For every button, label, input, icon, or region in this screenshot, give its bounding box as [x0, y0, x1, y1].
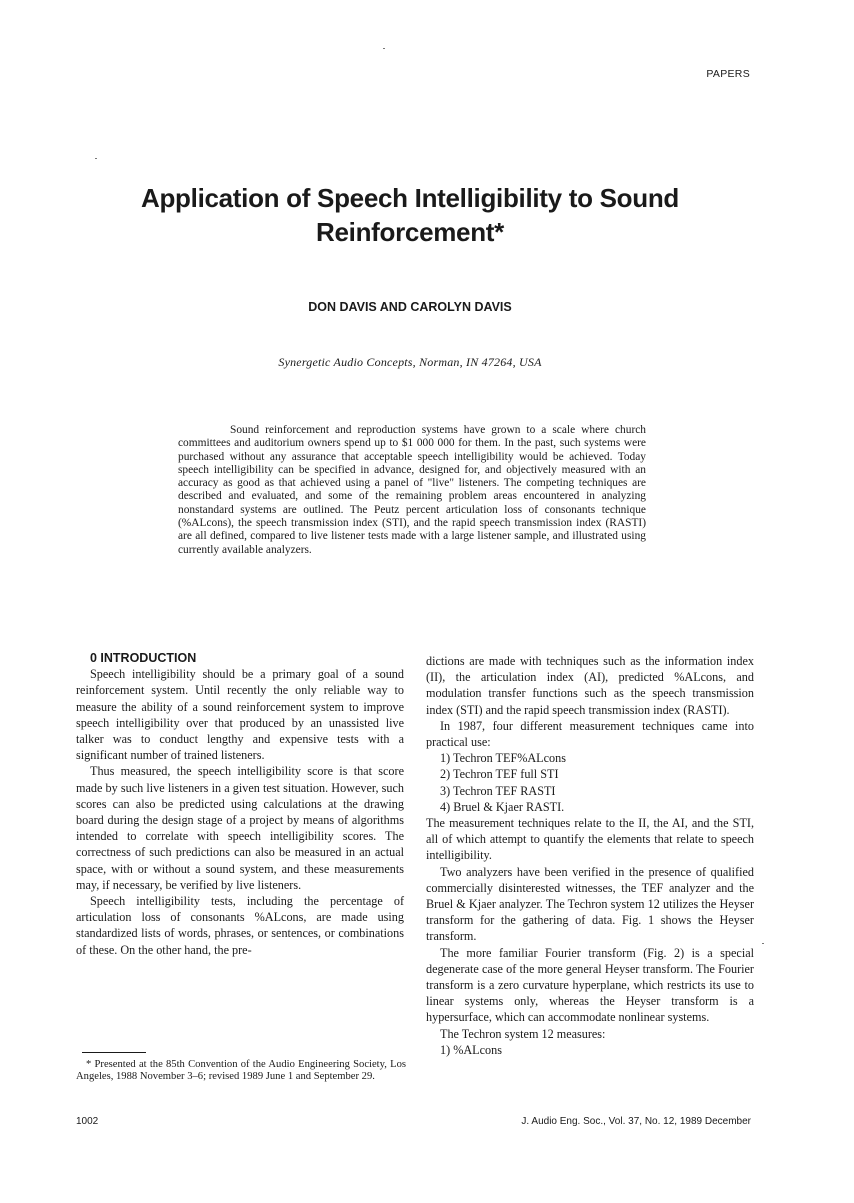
paragraph: The measurement techniques relate to the II, the AI, and the STI, all of which attempt to quantify the elements that relate to speech intelligibility. — [426, 816, 754, 863]
paragraph: Thus measured, the speech intelligibility score is that score made by such live listeners in a given test situation. However, such scores can also be predicted using calculations at the drawing board during the design stage of a project by means of algorithms intended to correlate with speech intelligibility scores. The correctness of such predictions can also be measured in an actual space, with or without a sound system, and these measurements may, if necessary, be verified by live listeners. — [76, 764, 404, 892]
measurement-list — [426, 1042, 754, 1058]
paragraph: The more familiar Fourier transform (Fig. 2) is a special degenerate case of the more general Heyser transform. The Fourier transform is a zero curvature hyperplane, which restricts its use to linear systems only, whereas the Heyser transform is a hypersurface, which can accommodate nonlinear systems. — [426, 945, 754, 1025]
affiliation: Synergetic Audio Concepts, Norman, IN 47264, USA — [278, 355, 542, 369]
list-item: 4) Bruel & Kjaer RASTI. — [440, 799, 565, 814]
paper-title-line-1: Application of Speech Intelligibility to Sound — [141, 183, 679, 213]
footnote — [76, 1059, 406, 1083]
paragraph: The Techron system 12 measures: — [440, 1026, 606, 1041]
scan-speck — [762, 943, 764, 944]
scan-speck — [95, 158, 97, 159]
abstract-text: Sound reinforcement and reproduction systems have grown to a scale where church committees and auditorium owners spend up to $1 000 000 for them. In the past, such systems were purchased without any assurance that acceptable speech intelligibility would be achieved. Today speech intelligibility can be specified in advance, designed for, and objectively measured with an accuracy as good as that achieved using a panel of "live" listeners. The competing techniques are described and evaluated, and some of the remaining problem areas encountered in analyzing nonstandard systems are outlined. The Peutz percent articulation loss of consonants technique (%ALcons), the speech transmission index (STI), and the rapid speech transmission index (RASTI) are all defined, compared to live listener tests made with a large listener sample, and illustrated using currently available analyzers. — [178, 424, 646, 556]
paper-title-line-2: Reinforcement* — [316, 217, 504, 247]
section-tag: PAPERS — [706, 68, 750, 80]
paragraph: dictions are made with techniques such as the information index (II), the articulation index (AI), predicted %ALcons, and modulation transfer functions such as the speech transmission index (STI) and the rapid speech transmission index (RASTI). — [426, 654, 754, 717]
page-number: 1002 — [76, 1116, 99, 1127]
abstract — [178, 424, 646, 557]
footnote-text: * Presented at the 85th Convention of the Audio Engineering Society, Los Angeles, 1988 November 3–6; revised 1989 June 1 and September 29. — [76, 1059, 406, 1083]
list-item: 1) Techron TEF%ALcons — [440, 751, 566, 766]
footnote-rule — [82, 1052, 146, 1053]
scan-speck — [383, 48, 385, 49]
list-item: 3) Techron TEF RASTI — [440, 783, 556, 798]
left-column — [76, 650, 404, 958]
list-item: 1) %ALcons — [440, 1042, 502, 1057]
paragraph: Speech intelligibility should be a primary goal of a sound reinforcement system. Until recently the only reliable way to measure the ability of a sound reinforcement system to improve speech intelligibility over that produced by an unassisted live talker was to conduct lengthy and expensive tests with a significant number of trained listeners. — [76, 667, 404, 763]
paragraph: Two analyzers have been verified in the presence of qualified commercially disinterested witnesses, the TEF analyzer and the Bruel & Kjaer analyzer. The Techron system 12 utilizes the Heyser transform for the gathering of data. Fig. 1 shows the Heyser transform. — [426, 864, 754, 944]
right-column — [426, 653, 754, 1058]
technique-list — [426, 750, 754, 815]
paragraph: Speech intelligibility tests, including the percentage of articulation loss of consonants %ALcons, are made using standardized lists of words, phrases, or sentences, or combinations of these. On the other hand, the pre- — [76, 894, 404, 957]
paragraph: In 1987, four different measurement techniques came into practical use: — [426, 718, 754, 750]
authors: DON DAVIS AND CAROLYN DAVIS — [308, 300, 512, 314]
section-heading: 0 INTRODUCTION — [90, 651, 197, 665]
journal-citation: J. Audio Eng. Soc., Vol. 37, No. 12, 1989 December — [521, 1116, 751, 1127]
list-item: 2) Techron TEF full STI — [440, 767, 559, 782]
paper-title — [90, 181, 730, 249]
